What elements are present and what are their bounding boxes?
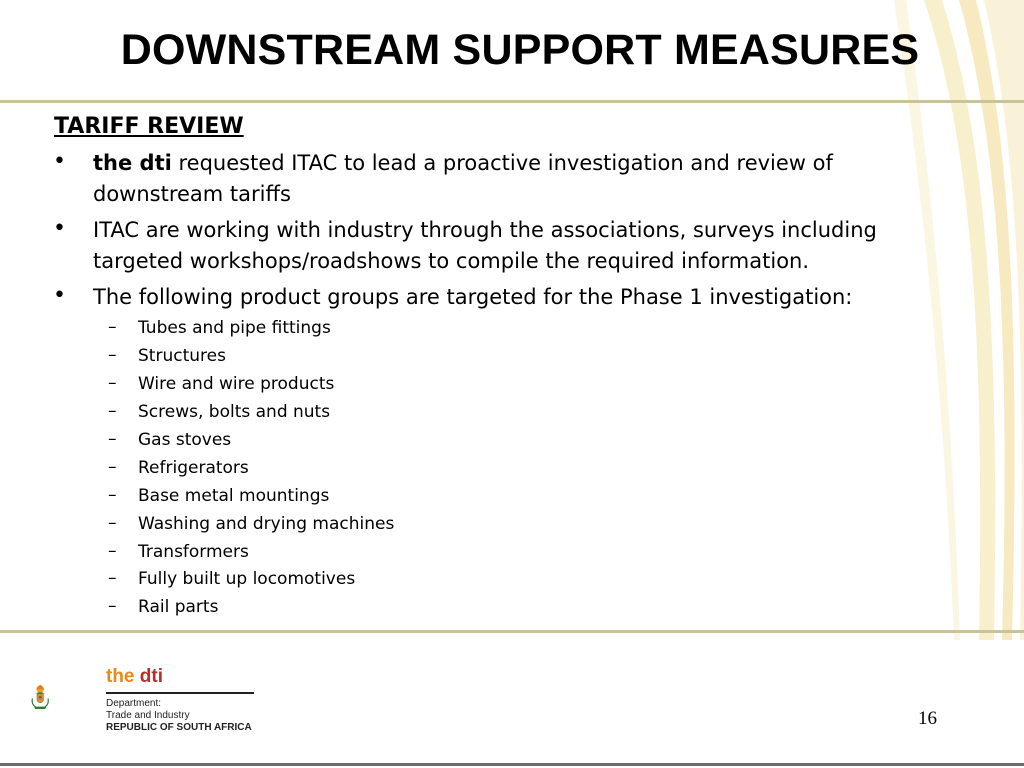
product-group-label: Washing and drying machines <box>138 514 395 534</box>
dash-glyph: – <box>108 457 117 477</box>
bullet-glyph: • <box>53 149 66 174</box>
bullet-item <box>53 148 963 210</box>
dash-glyph: – <box>108 429 117 449</box>
product-group-item <box>108 541 249 562</box>
dti-wordmark-underline <box>106 692 254 694</box>
dash-glyph: – <box>108 596 117 616</box>
dash-glyph: – <box>108 541 117 561</box>
bullet-item <box>53 215 963 277</box>
section-heading: TARIFF REVIEW <box>54 114 244 139</box>
dti-wordmark-the: the <box>106 666 140 687</box>
product-group-item <box>108 457 249 478</box>
product-group-item <box>108 401 331 422</box>
department-name: Trade and Industry <box>106 710 190 721</box>
dti-wordmark <box>106 666 163 688</box>
dash-glyph: – <box>108 373 117 393</box>
bullet-glyph: • <box>53 283 66 308</box>
department-label: Department: <box>106 698 162 709</box>
product-group-item <box>108 317 331 338</box>
country-name: REPUBLIC OF SOUTH AFRICA <box>106 722 252 733</box>
dash-glyph: – <box>108 345 117 365</box>
footer-divider <box>0 630 1024 633</box>
product-group-item <box>108 373 335 394</box>
product-group-label: Rail parts <box>138 597 219 617</box>
product-group-label: Gas stoves <box>138 430 232 450</box>
product-group-item <box>108 513 395 534</box>
bullet-bold-prefix: the dti <box>93 151 172 175</box>
dash-glyph: – <box>108 568 117 588</box>
bullet-glyph: • <box>53 216 66 241</box>
product-group-item <box>108 429 232 450</box>
slide-title: DOWNSTREAM SUPPORT MEASURES <box>120 26 920 74</box>
product-group-label: Structures <box>138 346 226 366</box>
product-group-label: Tubes and pipe fittings <box>138 318 331 338</box>
bullet-text: The following product groups are targeted for the Phase 1 investigation: <box>93 285 853 309</box>
product-group-label: Base metal mountings <box>138 486 330 506</box>
dash-glyph: – <box>108 513 117 533</box>
product-group-item <box>108 596 219 617</box>
bottom-border <box>0 763 1024 766</box>
dti-wordmark-dti: dti <box>139 666 163 687</box>
dash-glyph: – <box>108 485 117 505</box>
product-group-label: Refrigerators <box>138 458 249 478</box>
product-group-item <box>108 568 356 589</box>
product-group-label: Fully built up locomotives <box>138 569 356 589</box>
dash-glyph: – <box>108 401 117 421</box>
bullet-text: requested ITAC to lead a proactive investigation and review of downstream tariffs <box>93 151 833 206</box>
product-group-label: Wire and wire products <box>138 374 335 394</box>
page-number: 16 <box>918 708 937 729</box>
coat-of-arms-icon <box>30 652 100 742</box>
product-group-label: Transformers <box>138 542 249 562</box>
product-group-item <box>108 485 330 506</box>
header-divider <box>0 100 1024 103</box>
product-group-label: Screws, bolts and nuts <box>138 402 331 422</box>
bullet-item <box>53 282 963 313</box>
bullet-text: ITAC are working with industry through the associations, surveys including targeted workshops/roadshows to compile the required information. <box>93 218 877 273</box>
decorative-swoosh-background <box>884 0 1024 640</box>
product-group-item <box>108 345 226 366</box>
dash-glyph: – <box>108 317 117 337</box>
